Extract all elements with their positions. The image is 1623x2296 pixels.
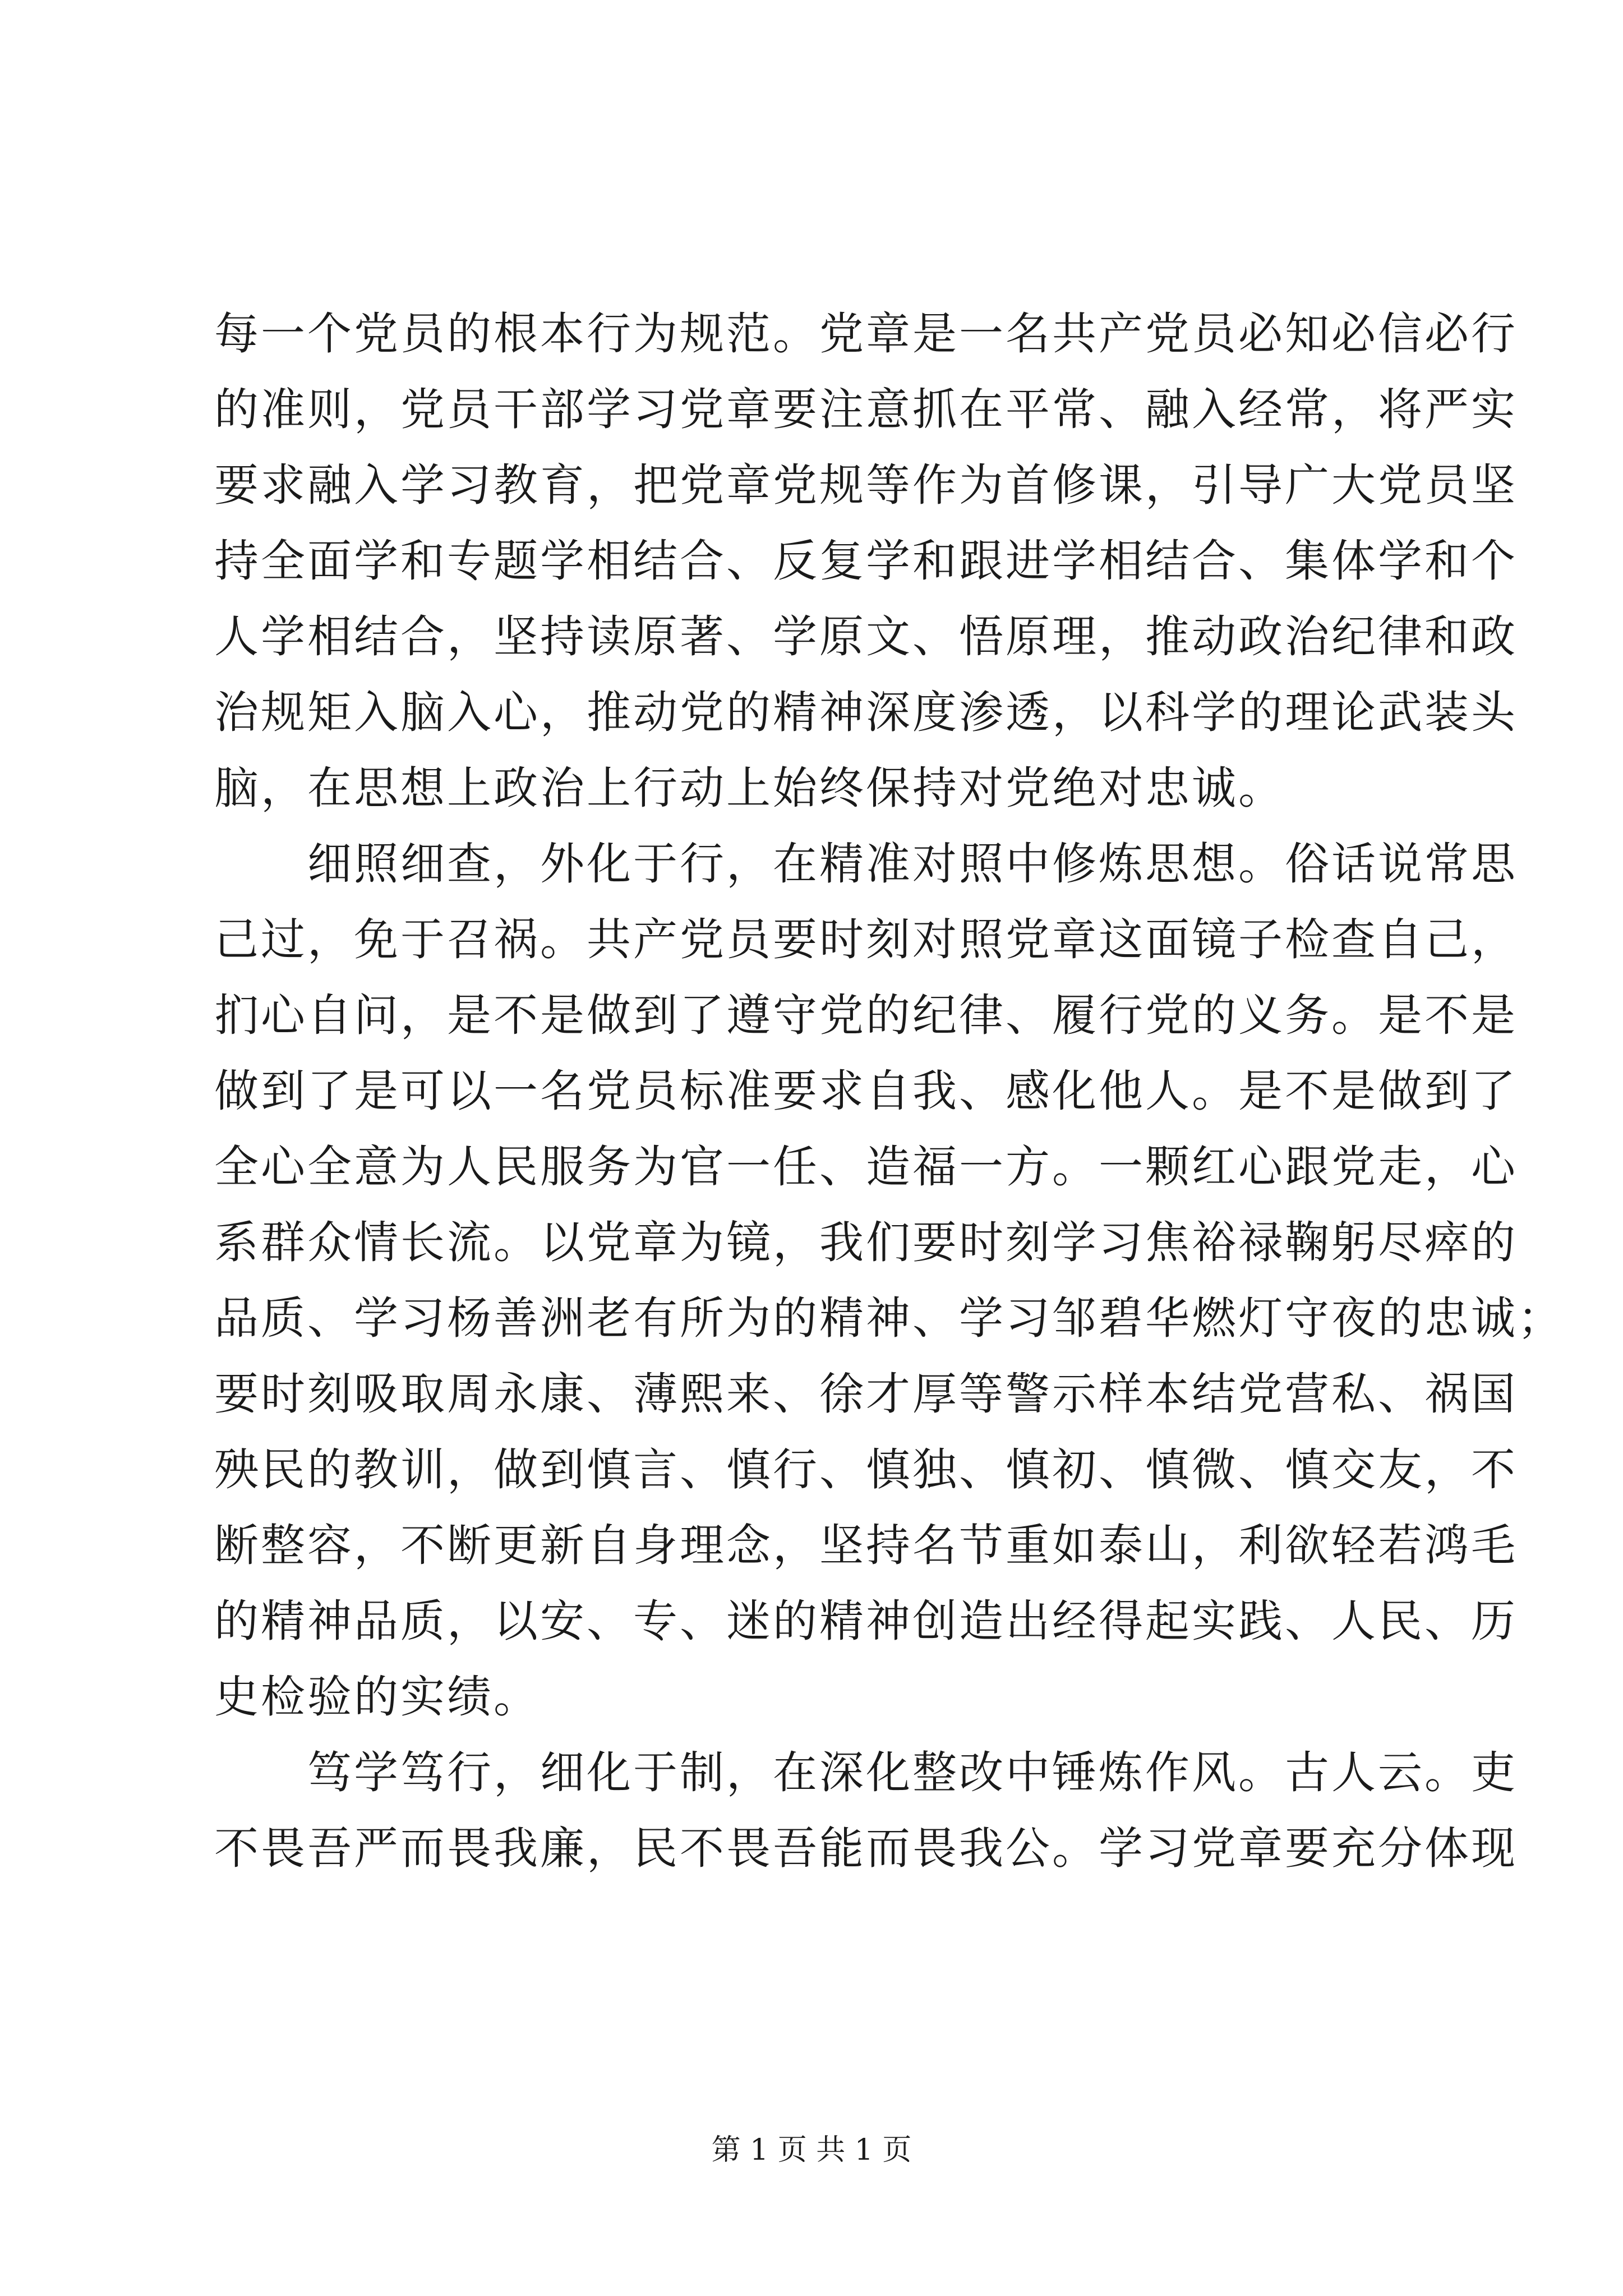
- text-line: 要求融入学习教育，把党章党规等作为首修课，引导广大党员坚: [214, 459, 1518, 511]
- text-line: 品质、学习杨善洲老有所为的精神、学习邹碧华燃灯守夜的忠诚；: [214, 1292, 1564, 1344]
- text-line: 全心全意为人民服务为官一任、造福一方。一颗红心跟党走，心: [214, 1141, 1518, 1193]
- text-line: 扪心自问，是不是做到了遵守党的纪律、履行党的义务。是不是: [214, 990, 1518, 1041]
- text-line: 己过，免于召祸。共产党员要时刻对照党章这面镜子检查自己，: [214, 914, 1518, 965]
- text-line: 的准则，党员干部学习党章要注意抓在平常、融入经常，将严实: [214, 384, 1518, 435]
- text-line: 史检验的实绩。: [214, 1671, 540, 1723]
- text-line: 要时刻吸取周永康、薄熙来、徐才厚等警示样本结党营私、祸国: [214, 1368, 1518, 1420]
- page-number-footer: 第 1 页 共 1 页: [711, 2133, 912, 2167]
- paragraph-first-line: 笃学笃行，细化于制，在深化整改中锤炼作风。古人云。吏: [307, 1747, 1518, 1798]
- text-line: 持全面学和专题学相结合、反复学和跟进学相结合、集体学和个: [214, 535, 1518, 587]
- text-line: 的精神品质，以安、专、迷的精神创造出经得起实践、人民、历: [214, 1595, 1518, 1647]
- paragraph-first-line: 细照细查，外化于行，在精准对照中修炼思想。俗话说常思: [307, 838, 1518, 890]
- text-line: 每一个党员的根本行为规范。党章是一名共产党员必知必信必行: [214, 308, 1518, 360]
- text-line: 做到了是可以一名党员标准要求自我、感化他人。是不是做到了: [214, 1065, 1518, 1117]
- text-line: 殃民的教训，做到慎言、慎行、慎独、慎初、慎微、慎交友，不: [214, 1444, 1518, 1496]
- text-line: 脑，在思想上政治上行动上始终保持对党绝对忠诚。: [214, 762, 1285, 814]
- text-line: 系群众情长流。以党章为镜，我们要时刻学习焦裕禄鞠躬尽瘁的: [214, 1217, 1518, 1268]
- text-line: 人学相结合，坚持读原著、学原文、悟原理，推动政治纪律和政: [214, 611, 1518, 662]
- body-text: [214, 296, 1564, 1887]
- text-line: 治规矩入脑入心，推动党的精神深度渗透，以科学的理论武装头: [214, 687, 1518, 738]
- text-line: 断整容，不断更新自身理念，坚持名节重如泰山，利欲轻若鸿毛: [214, 1520, 1518, 1571]
- text-line: 不畏吾严而畏我廉，民不畏吾能而畏我公。学习党章要充分体现: [214, 1823, 1518, 1874]
